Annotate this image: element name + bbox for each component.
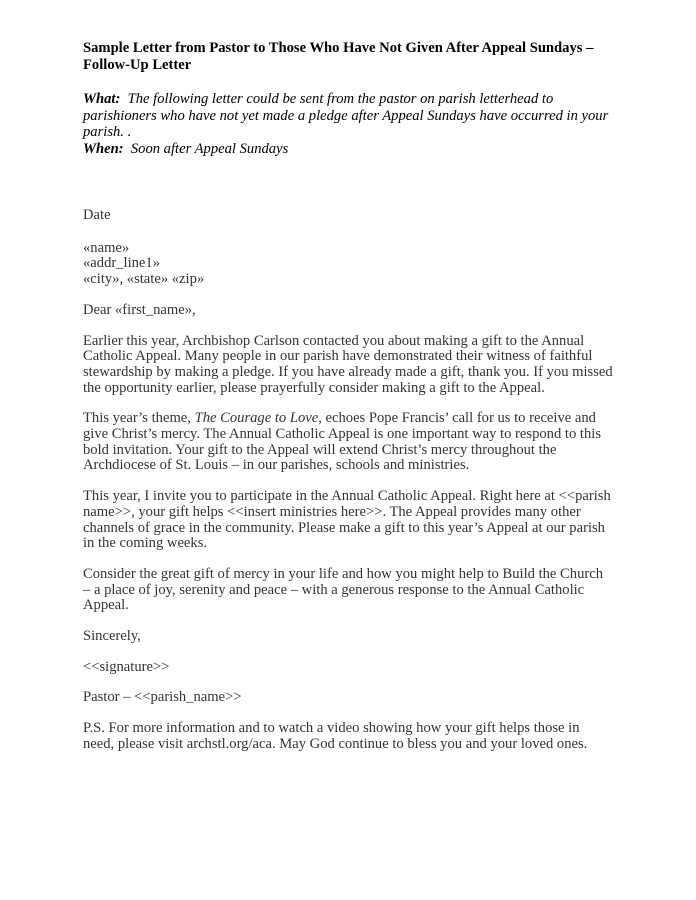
signature-placeholder: <<signature>> [83,658,170,675]
address-city-line: «city», «state» «zip» [83,271,205,288]
letter-body [83,208,613,753]
letter-date: Date [83,207,111,223]
signoff: Pastor – <<parish_name>> [83,689,242,706]
when-text: Soon after Appeal Sundays [130,140,289,157]
theme-title: The Courage to Love [194,410,319,427]
what-label: What: [83,91,121,107]
when-line [83,141,613,158]
when-label: When: [83,140,124,157]
address-line1: «addr_line1» [83,255,161,272]
address-name: «name» [83,239,130,256]
paragraph-2 [83,411,613,474]
what-line [83,91,613,141]
document-page [83,40,613,753]
paragraph-2-intro: This year’s theme, [83,410,195,427]
instructions-block [83,91,613,157]
closing: Sincerely, [83,628,141,645]
paragraph-3: This year, I invite you to participate in the Annual Catholic Appeal. Right here at <<parish name>>, your gift helps <<insert ministries here>>. The Appeal provides many other channels of grace in the community. Please make a gift to this year’s Appeal at our parish in the coming weeks. [83,488,611,552]
paragraph-1: Earlier this year, Archbishop Carlson contacted you about making a gift to the Annual Catholic Appeal. Many people in our parish have demonstrated their witness of faithful stewardship by making a pledge. If you have already made a gift, thank you. If you missed the opportunity earlier, please prayerfully consider making a gift to the Appeal. [83,332,613,396]
postscript: P.S. For more information and to watch a video showing how your gift helps those in need, please visit archstl.org/aca. May God continue to bless you and your loved ones. [83,720,588,752]
paragraph-2-body: , echoes Pope Francis’ call for us to receive and give Christ’s mercy. The Annual Catholic Appeal is one important way to respond to this bold invitation. Your gift to the Appeal will extend Christ’s mercy throughout the Archdiocese of St. Louis – in our parishes, schools and ministries. [83,410,601,474]
paragraph-4: Consider the great gift of mercy in your life and how you might help to Build the Church – a place of joy, serenity and peace – with a generous response to the Annual Catholic Appeal. [83,565,604,614]
address-block [83,241,613,288]
letter-greeting: Dear «first_name», [83,301,196,318]
document-title: Sample Letter from Pastor to Those Who Have Not Given After Appeal Sundays – Follow-Up Letter [83,40,594,73]
what-text: The following letter could be sent from the pastor on parish letterhead to parishioners who have not yet made a pledge after Appeal Sundays have occurred in your parish. . [83,91,609,140]
